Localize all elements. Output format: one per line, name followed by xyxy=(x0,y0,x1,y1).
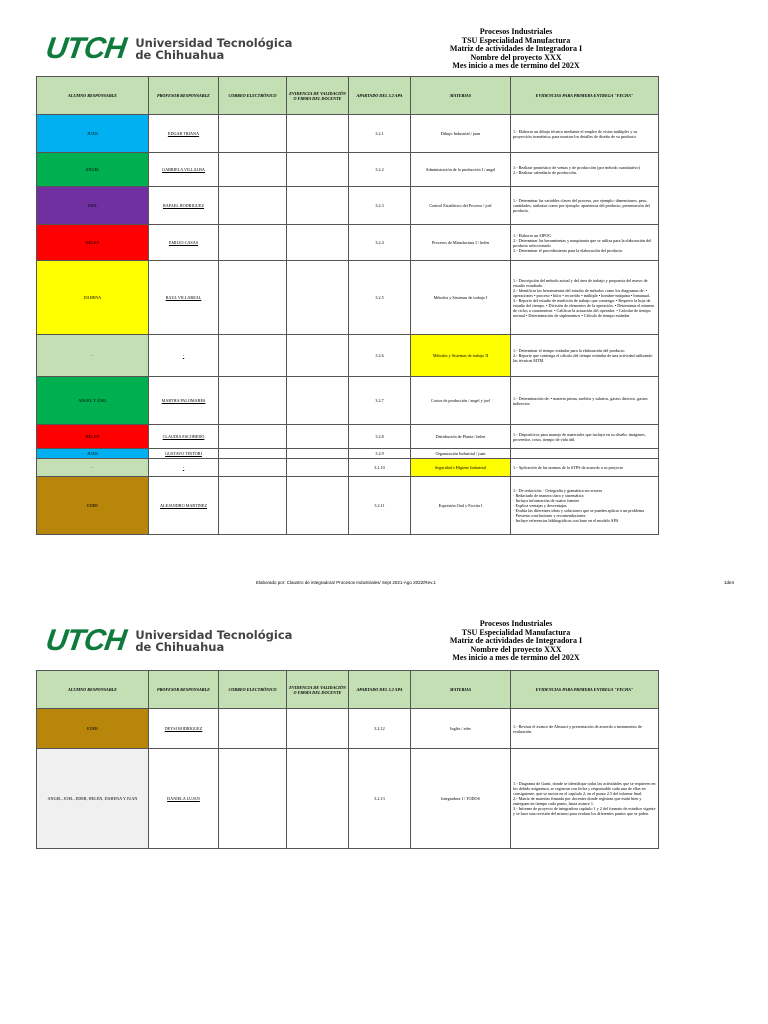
alumno-cell: EDER xyxy=(37,709,149,749)
title-line: TSU Especialidad Manufactura xyxy=(461,35,571,45)
table-row xyxy=(37,261,659,335)
page-number: 1de4 xyxy=(724,580,735,585)
alumno-cell: JOEL xyxy=(37,187,149,225)
evidencia-cell: 1.- Realizar pronóstico de ventas y de producción (por método cuantitativo) 2.- Realizar calendario de producción. xyxy=(511,153,659,187)
validacion-cell xyxy=(287,709,349,749)
profesor-name: - xyxy=(182,353,185,358)
logo-text xyxy=(135,629,292,653)
utch-logo xyxy=(43,32,293,65)
table-row xyxy=(37,459,659,477)
validacion-cell xyxy=(287,377,349,425)
materia-cell: Métodos y Sistemas de trabajo II xyxy=(411,335,511,377)
page1-header xyxy=(0,28,768,72)
profesor-name: ALEJANDRO MARTINEZ xyxy=(159,503,208,508)
table-row xyxy=(37,153,659,187)
apartado-cell: 3.2.7 xyxy=(349,377,411,425)
materia-cell: Expresión Oral y Escrita I xyxy=(411,477,511,535)
header-materias: MATERIAS xyxy=(411,671,511,709)
profesor-name: GUSTAVO TINTORI xyxy=(165,451,202,456)
validacion-cell xyxy=(287,749,349,849)
profesor-cell xyxy=(149,225,219,261)
page2-header xyxy=(0,620,768,664)
logo-line2: de Chihuahua xyxy=(135,48,225,62)
correo-cell xyxy=(219,749,287,849)
alumno-cell: ANGEL, JOEL, EDER, HELEN, DAHENA Y JUAN xyxy=(37,749,149,849)
profesor-cell xyxy=(149,449,219,459)
validacion-cell xyxy=(287,335,349,377)
materia-cell: Procesos de Manufactura I / helen xyxy=(411,225,511,261)
profesor-cell xyxy=(149,749,219,849)
title-line: TSU Especialidad Manufactura xyxy=(461,627,571,637)
evidencia-cell: 1.- Diagrama de Gantt, donde se identifique todas las actividades que se requieren en los debido asignatura, se registran con fecha y responsable cada una de ellas en consiguiente, que se asocia en el capítulo 2, en el punto 2.5 del informe final. 2.- Matriz de materias firmada por docentes donde registran que están bien y entreguen en tiempo cada punto, hasta avance 1. 3.- Informe de proyecto de integradora capítulo 1 y 2 del formato de estudios vigente y se hace una revisión del mismo para evaluar los diferentes puntos que se piden. xyxy=(511,749,659,849)
correo-cell xyxy=(219,477,287,535)
evidencia-cell: 1.- Descripción del método actual y del área de trabajo y propuesta del nuevo de estudio estudiado. 2.- Identificar las herramientas del estudio de métodos como los diagramas de: • operaciones • proceso • hilos • recorrido • múltiple • hombre-máquina • bimanual. 3.- Reporte del estudio de medición de trabajo que contenga: • Requerir la hoja de estudio del tiempo. • División de elementos de la operación. • Determinar el número de ciclos a cronometrar. • Calificar la actuación del operador. • Calcular de tiempo normal • Determinación de suplementos • Cálculo de tiempo estándar xyxy=(511,261,659,335)
validacion-cell xyxy=(287,477,349,535)
title-line: Nombre del proyecto XXX xyxy=(470,52,562,62)
correo-cell xyxy=(219,261,287,335)
header-evidencias-entrega: EVIDENCIAS PARA PRIMERA ENTREGA "FECHA" xyxy=(511,77,659,115)
materia-cell: Organización Industrial / juan xyxy=(411,449,511,459)
document-titles xyxy=(436,620,596,663)
profesor-name: RAFAEL RODRIGUEZ xyxy=(162,203,205,208)
profesor-cell xyxy=(149,335,219,377)
apartado-cell: 3.2.10 xyxy=(349,459,411,477)
profesor-cell xyxy=(149,261,219,335)
correo-cell xyxy=(219,459,287,477)
apartado-cell: 3.2.5 xyxy=(349,261,411,335)
table-row xyxy=(37,377,659,425)
table-row xyxy=(37,709,659,749)
evidencia-cell: 1.- Revisar el avance de Abstract y presentación de acuerdo a instrumento de evaluación. xyxy=(511,709,659,749)
footer-text: Elaborado por: Claustro de integradora/ Procesos Industriales/ Sept 2021-Ago 2022/Rev.1 xyxy=(256,580,436,585)
title-line: Matriz de actividades de Integradora I xyxy=(449,44,583,54)
validacion-cell xyxy=(287,153,349,187)
apartado-cell: 3.2.2 xyxy=(349,153,411,187)
header-materias: MATERIAS xyxy=(411,77,511,115)
evidencia-cell: 1.- Determinación de: • materia prima, sueldos y salarios, gastos directos, gastos indirectos. xyxy=(511,377,659,425)
apartado-cell: 3.2.6 xyxy=(349,335,411,377)
title-line: Mes inicio a mes de termino del 202X xyxy=(452,653,580,663)
table-header-row xyxy=(37,77,659,115)
table-row xyxy=(37,115,659,153)
correo-cell xyxy=(219,153,287,187)
logo-line1: Universidad Tecnológica xyxy=(135,628,293,642)
apartado-cell: 3.2.13 xyxy=(349,749,411,849)
correo-cell xyxy=(219,377,287,425)
correo-cell xyxy=(219,115,287,153)
profesor-cell xyxy=(149,153,219,187)
alumno-cell: JUAN xyxy=(37,115,149,153)
validacion-cell xyxy=(287,225,349,261)
validacion-cell xyxy=(287,459,349,477)
profesor-name: CLAUDIA ESCOBEDO xyxy=(162,434,205,439)
alumno-cell: HELEN xyxy=(37,225,149,261)
header-evidencia-validacion: EVIDENCIA DE VALIDACIÓN O FIRMA DEL DOCENTE xyxy=(287,77,349,115)
header-profesor: PROFESOR RESPONSABLE xyxy=(149,77,219,115)
profesor-name: - xyxy=(182,465,185,470)
table-row xyxy=(37,749,659,849)
table-row xyxy=(37,187,659,225)
evidencia-cell: 1.- Determinar el tiempo estándar para la elaboración del producto. 2.- Reporte que contenga el cálculo del tiempo estándar de una actividad utilizando las técnicas MTM. xyxy=(511,335,659,377)
header-alumno: ALUMNO RESPONSABLE xyxy=(37,671,149,709)
materia-cell: Inglés / eder xyxy=(411,709,511,749)
header-apartado: APARTADO DEL 3.2 APA xyxy=(349,671,411,709)
materia-cell: Distribución de Planta / helen xyxy=(411,425,511,449)
profesor-name: MARTHA PALOMARES xyxy=(161,398,206,403)
evidencia-cell: 1.- Dispositivos para manejo de materiales que incluya en su diseño: imágenes, proveedor, costo, tiempo de vida útil. xyxy=(511,425,659,449)
validacion-cell xyxy=(287,261,349,335)
activities-matrix-page1 xyxy=(36,76,659,535)
correo-cell xyxy=(219,187,287,225)
materia-cell: Administración de la producción I / angel xyxy=(411,153,511,187)
header-correo: CORREO ELECTRÓNICO xyxy=(219,77,287,115)
header-evidencia-validacion: EVIDENCIA DE VALIDACIÓN O FIRMA DEL DOCENTE xyxy=(287,671,349,709)
table-row xyxy=(37,477,659,535)
logo-line1: Universidad Tecnológica xyxy=(135,36,293,50)
alumno-cell: JUAN xyxy=(37,449,149,459)
evidencia-cell: 1.- Elaborar un dibujo técnico mediante el empleo de vistas múltiples y su proyección isométrica, para mostrar los detalles de diseño de su producto. xyxy=(511,115,659,153)
header-profesor: PROFESOR RESPONSABLE xyxy=(149,671,219,709)
evidencia-cell: 1.- Aplicación de las normas de la STPS de acuerdo a su proyecto xyxy=(511,459,659,477)
apartado-cell: 3.2.9 xyxy=(349,449,411,459)
utch-logo xyxy=(43,624,293,657)
alumno-cell: ANGEL xyxy=(37,153,149,187)
document-titles xyxy=(436,28,596,71)
evidencia-cell: 1.- Determinar las variables claves del proceso, por ejemplo: dimensiones, peso, cantidades, atributos como por ejemplo: apariencia del producto, presentación del producto. xyxy=(511,187,659,225)
apartado-cell: 3.2.4 xyxy=(349,225,411,261)
apartado-cell: 3.2.12 xyxy=(349,709,411,749)
alumno-cell: - xyxy=(37,459,149,477)
header-evidencias-entrega: EVIDENCIAS PARA PRIMERA ENTREGA "FECHA" xyxy=(511,671,659,709)
validacion-cell xyxy=(287,425,349,449)
evidencia-cell xyxy=(511,449,659,459)
logo-mark: UTCH xyxy=(43,624,128,657)
correo-cell xyxy=(219,425,287,449)
title-line: Procesos Industriales xyxy=(479,27,553,36)
title-line: Mes inicio a mes de termino del 202X xyxy=(452,61,580,71)
profesor-cell xyxy=(149,187,219,225)
logo-line2: de Chihuahua xyxy=(135,640,225,654)
table-row xyxy=(37,335,659,377)
apartado-cell: 3.2.11 xyxy=(349,477,411,535)
header-apartado: APARTADO DEL 3.2 APA xyxy=(349,77,411,115)
header-correo: CORREO ELECTRÓNICO xyxy=(219,671,287,709)
profesor-cell xyxy=(149,115,219,153)
correo-cell xyxy=(219,225,287,261)
validacion-cell xyxy=(287,187,349,225)
apartado-cell: 3.2.1 xyxy=(349,115,411,153)
materia-cell: Integradora I / TODOS xyxy=(411,749,511,849)
evidencia-cell: 1.- Elaborar un SIPOC 2.- Determinar las herramientas y maquinaria que se utiliza para la elaboración del producto seleccionado. 3.- Determinar el procedimiento para la elaboración del producto. xyxy=(511,225,659,261)
table-header-row xyxy=(37,671,659,709)
profesor-cell xyxy=(149,425,219,449)
materia-cell: Dibujo Industrial / juan xyxy=(411,115,511,153)
profesor-name: EMILIO CASAS xyxy=(168,240,199,245)
apartado-cell: 3.2.3 xyxy=(349,187,411,225)
logo-mark: UTCH xyxy=(43,32,128,65)
title-line: Nombre del proyecto XXX xyxy=(470,644,562,654)
profesor-cell xyxy=(149,459,219,477)
logo-text xyxy=(135,37,292,61)
materia-cell: Seguridad e Higiene Industrial xyxy=(411,459,511,477)
validacion-cell xyxy=(287,115,349,153)
profesor-name: GABRIELA VILLALBA xyxy=(162,167,205,172)
alumno-cell: ANGEL Y JOEL xyxy=(37,377,149,425)
evidencia-cell: 1.- De redacción: · Ortografía y gramática sin errores · Redactado de manera clara y sistemática · Incluya información de cuatro fuentes · Explica ventajas y desventajas · Evalúa las diferentes ideas y soluciones que se pueden aplicar a un problema · Presenta conclusiones y recomendaciones · Incluye referencias bibliográficas con base en el modelo APA xyxy=(511,477,659,535)
correo-cell xyxy=(219,335,287,377)
alumno-cell: DAHENA xyxy=(37,261,149,335)
profesor-name: RAUL VILLAREAL xyxy=(165,295,202,300)
profesor-cell xyxy=(149,377,219,425)
alumno-cell: HELEN xyxy=(37,425,149,449)
profesor-name: DEYSI RODRIGUEZ xyxy=(164,726,203,731)
table-row xyxy=(37,225,659,261)
profesor-cell xyxy=(149,709,219,749)
correo-cell xyxy=(219,709,287,749)
activities-matrix-page2 xyxy=(36,670,659,849)
table-row xyxy=(37,449,659,459)
title-line: Procesos Industriales xyxy=(479,619,553,628)
header-alumno: ALUMNO RESPONSABLE xyxy=(37,77,149,115)
profesor-name: DANIELA LUJAN xyxy=(167,796,200,801)
apartado-cell: 3.2.8 xyxy=(349,425,411,449)
table-row xyxy=(37,425,659,449)
profesor-name: EDGAR TRIANA xyxy=(167,131,200,136)
validacion-cell xyxy=(287,449,349,459)
profesor-cell xyxy=(149,477,219,535)
alumno-cell: - xyxy=(37,335,149,377)
materia-cell: Métodos y Sistemas de trabajo I xyxy=(411,261,511,335)
correo-cell xyxy=(219,449,287,459)
materia-cell: Control Estadístico del Proceso / joel xyxy=(411,187,511,225)
alumno-cell: EDER xyxy=(37,477,149,535)
title-line: Matriz de actividades de Integradora I xyxy=(449,636,583,646)
materia-cell: Costos de producción / angel y joel xyxy=(411,377,511,425)
